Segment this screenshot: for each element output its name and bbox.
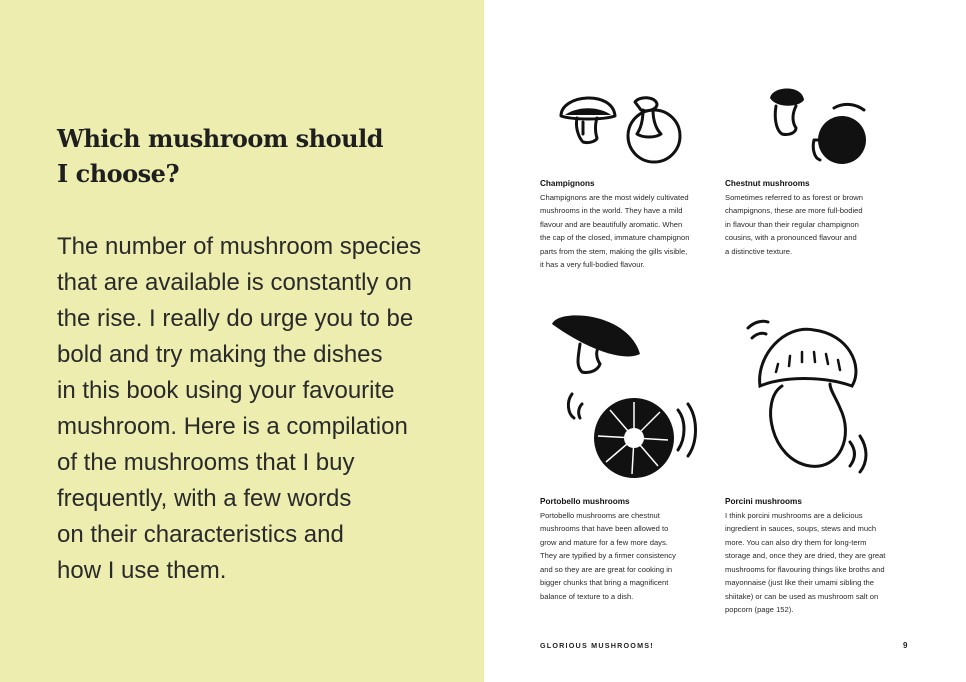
- entry-line: storage and, once they are dried, they are great: [725, 551, 886, 560]
- heading-line: Which mushroom should: [57, 124, 383, 153]
- entry-line: a distinctive texture.: [725, 246, 793, 256]
- running-title: GLORIOUS MUSHROOMS!: [540, 641, 654, 650]
- entry-line: Sometimes referred to as forest or brown: [725, 192, 864, 202]
- entry-title: Porcini mushrooms: [725, 497, 802, 506]
- entry-line: cousins, with a pronounced flavour and: [725, 233, 857, 242]
- intro-line: on their characteristics and: [57, 521, 344, 548]
- entry-champignons: [540, 177, 725, 272]
- entry-line: shiitake) or can be used as mushroom salt on: [725, 591, 879, 601]
- intro-line: how I use them.: [57, 557, 227, 584]
- intro-line: that are available is constantly on: [57, 269, 412, 296]
- entry-line: Portobello mushrooms are chestnut: [540, 510, 660, 520]
- entry-line: mushrooms in the world. They have a mild: [540, 206, 683, 215]
- entry-chestnut-mushrooms: [725, 177, 910, 258]
- entry-line: ingredient in sauces, soups, stews and much: [725, 524, 877, 533]
- entry-line: the cap of the closed, immature champignon: [540, 233, 690, 242]
- intro-line: frequently, with a few words: [57, 485, 352, 512]
- page-number: 9: [903, 641, 908, 650]
- intro-line: of the mushrooms that I buy: [57, 449, 355, 476]
- entry-line: parts from the stem, making the gills visible,: [540, 246, 688, 256]
- entry-line: mayonnaise (just like their umami sibling the: [725, 578, 874, 587]
- intro-line: The number of mushroom species: [57, 233, 422, 260]
- entry-line: grow and mature for a few more days.: [540, 537, 668, 547]
- porcini-illustration: [744, 316, 874, 480]
- entry-title: Portobello mushrooms: [540, 497, 630, 506]
- entry-line: They are typified by a firmer consistency: [540, 551, 676, 560]
- entry-line: popcorn (page 152).: [725, 605, 794, 614]
- entry-portobello-mushrooms: [540, 495, 725, 603]
- page-heading: [57, 121, 437, 191]
- entry-line: it has a very full-bodied flavour.: [540, 260, 645, 269]
- entry-line: in flavour than their regular champignon: [725, 219, 859, 229]
- intro-line: bold and try making the dishes: [57, 341, 383, 368]
- entry-line: mushrooms that have been allowed to: [540, 524, 669, 533]
- entry-title: Champignons: [540, 179, 595, 188]
- intro-paragraph: [57, 229, 457, 589]
- entry-line: and so they are are great for cooking in: [540, 564, 673, 574]
- entry-line: bigger chunks that bring a magnificent: [540, 578, 669, 587]
- intro-line: mushroom. Here is a compilation: [57, 413, 408, 440]
- entry-porcini-mushrooms: [725, 495, 910, 617]
- entry-line: Champignons are the most widely cultivated: [540, 192, 689, 202]
- entry-line: I think porcini mushrooms are a delicious: [725, 510, 863, 520]
- entry-line: champignons, these are more full-bodied: [725, 206, 863, 215]
- champignon-illustration: [553, 88, 688, 168]
- portobello-illustration: [548, 310, 708, 490]
- entry-title: Chestnut mushrooms: [725, 179, 810, 188]
- entry-line: mushrooms for flavouring things like broths and: [725, 564, 885, 574]
- entry-line: balance of texture to a dish.: [540, 591, 634, 601]
- entry-line: flavour and are beautifully aromatic. When: [540, 219, 683, 229]
- intro-line: in this book using your favourite: [57, 377, 395, 404]
- chestnut-mushroom-illustration: [762, 84, 882, 174]
- intro-line: the rise. I really do urge you to be: [57, 305, 414, 332]
- heading-line: I choose?: [57, 159, 180, 188]
- entry-line: more. You can also dry them for long-term: [725, 537, 867, 547]
